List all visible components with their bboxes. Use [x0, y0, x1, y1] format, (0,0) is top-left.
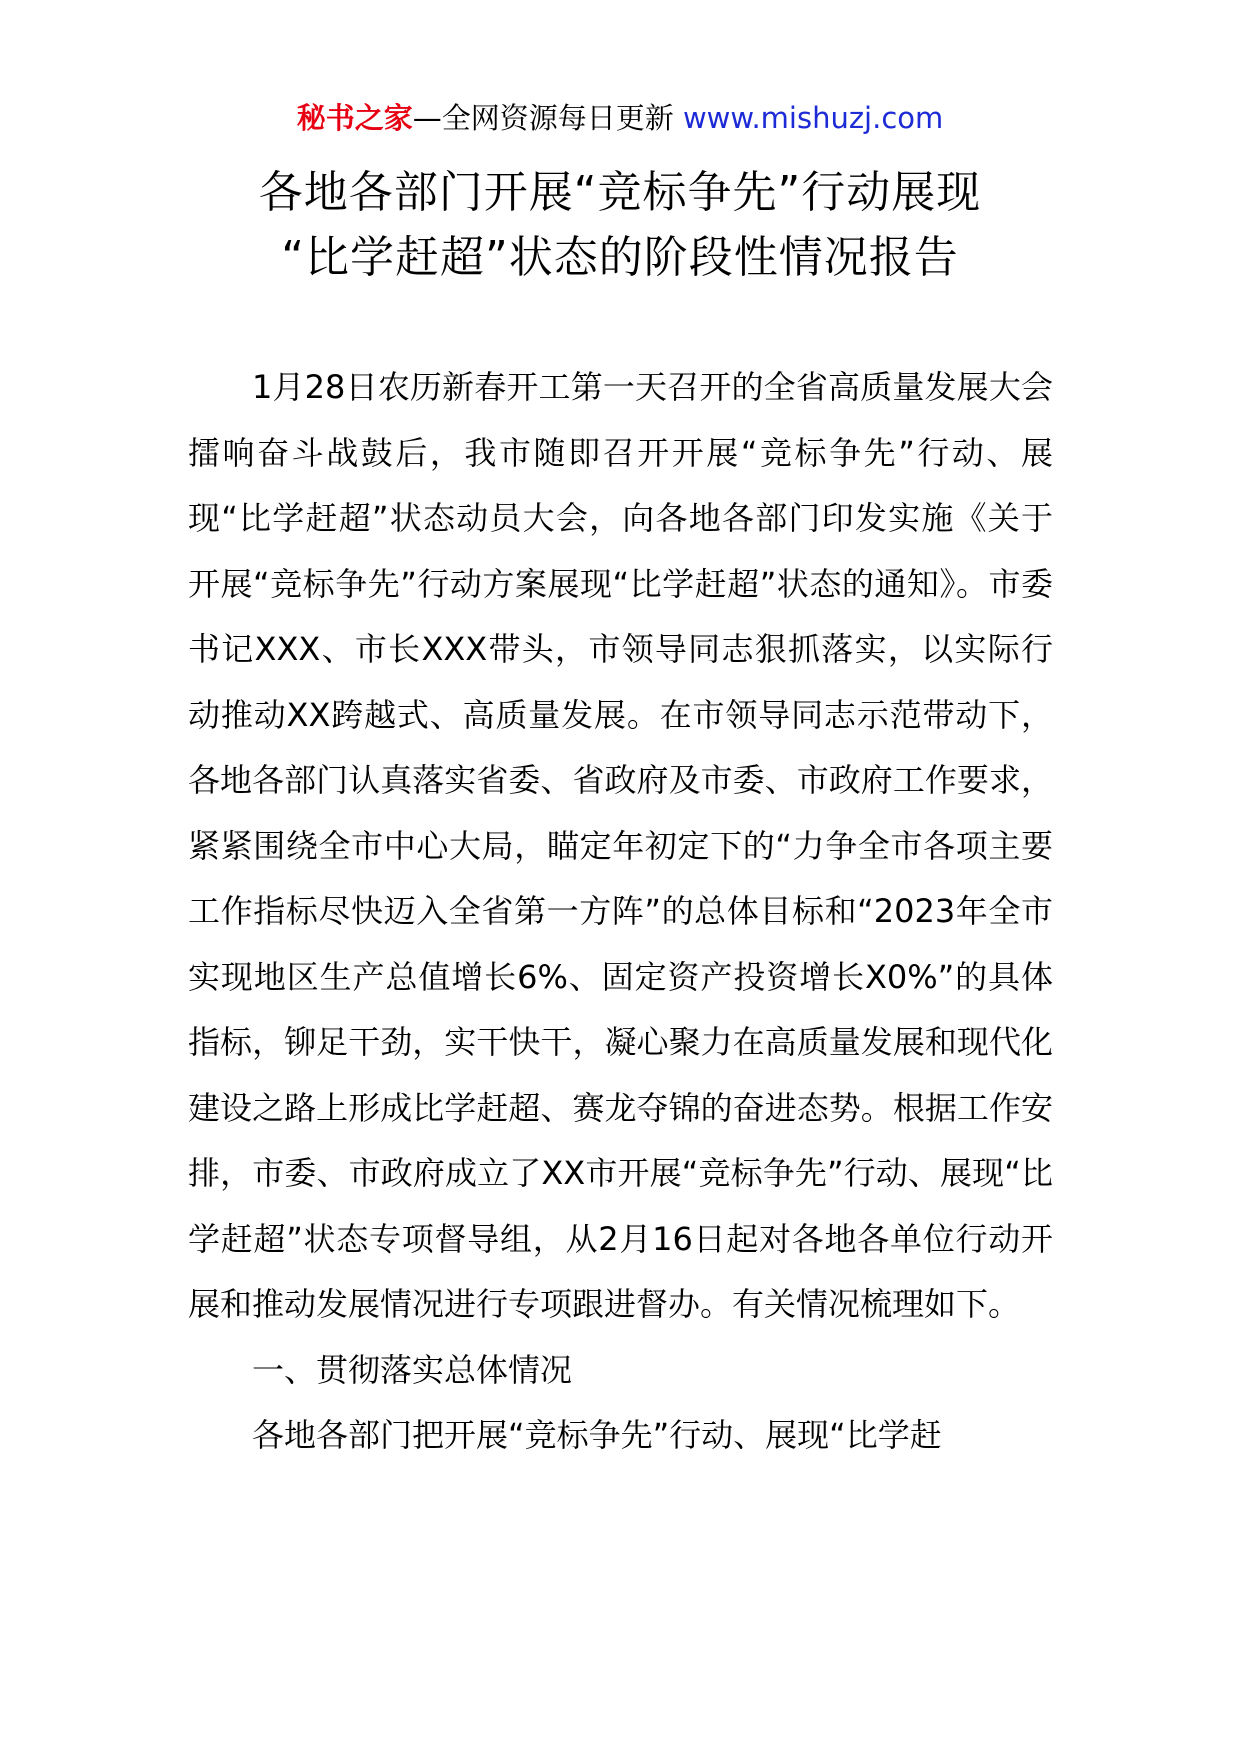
body-paragraph-2: 各地各部门把开展“竞标争先”行动、展现“比学赶 [252, 1416, 942, 1454]
document-title [0, 160, 1240, 290]
title-line-2: “比学赶超”状态的阶段性情况报告 [281, 232, 959, 283]
section-heading-1: 一、贯彻落实总体情况 [252, 1350, 573, 1389]
site-url-link[interactable]: www.mishuzj.com [682, 101, 944, 135]
document-body [188, 355, 1053, 1469]
brand-name: 秘书之家 [296, 101, 413, 135]
body-paragraph-1: 1月28日农历新春开工第一天召开的全省高质量发展大会擂响奋斗战鼓后，我市随即召开开展“竞标争先”行动、展现“比学赶超”状态动员大会，向各地各部门印发实施《关于开展“竞标争先”行动方案展现“比学赶超”状态的通知》。市委书记XXX、市长XXX带头，市领导同志狠抓落实，以实际行动推动XX跨越式、高质量发展。在市领导同志示范带动下，各地各部门认真落实省委、省政府及市委、市政府工作要求，紧紧围绕全市中心大局，瞄定年初定下的“力争全市各项主要工作指标尽快迈入全省第一方阵”的总体目标和“2023年全市实现地区生产总值增长6%、固定资产投资增长X0%”的具体指标，铆足干劲，实干快干，凝心聚力在高质量发展和现代化建设之路上形成比学赶超、赛龙夺锦的奋进态势。根据工作安排，市委、市政府成立了XX市开展“竞标争先”行动、展现“比学赶超”状态专项督导组，从2月16日起对各地各单位行动开展和推动发展情况进行专项跟进督办。有关情况梳理如下。 [188, 368, 1053, 1323]
site-header [0, 98, 1240, 138]
header-tagline: —全网资源每日更新 [412, 101, 674, 135]
title-line-1: 各地各部门开展“竞标争先”行动展现 [258, 167, 982, 218]
